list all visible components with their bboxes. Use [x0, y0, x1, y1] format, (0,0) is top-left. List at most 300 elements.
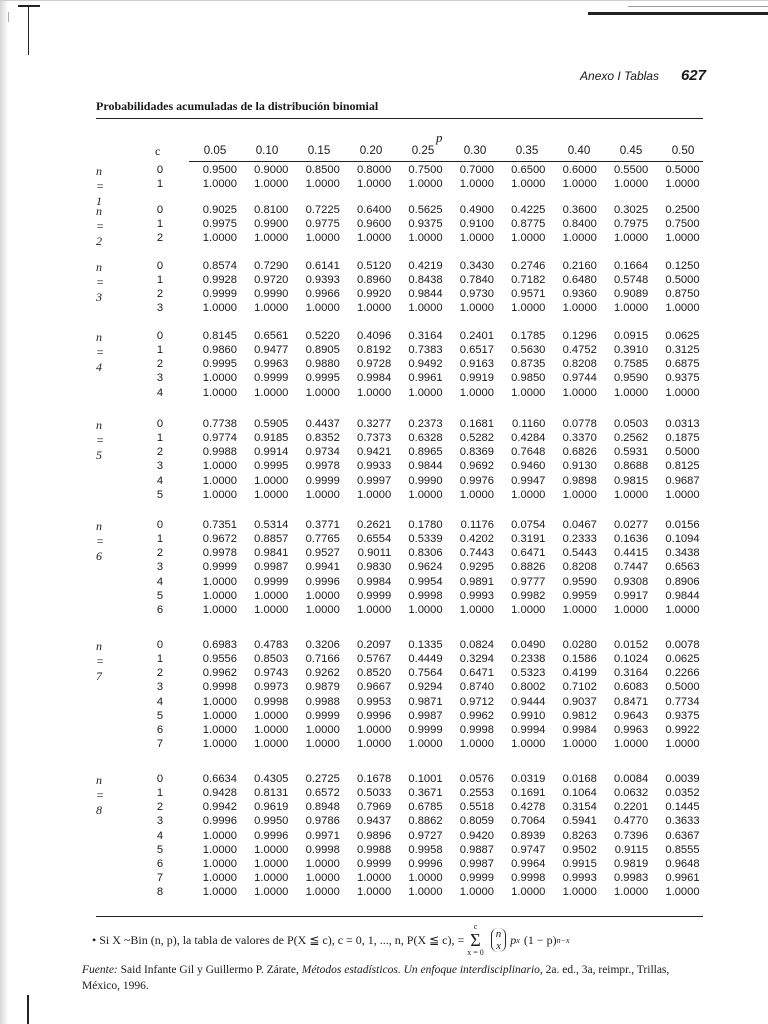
probability-cell: 1.0000 — [356, 178, 392, 191]
c-value: 4 — [156, 386, 164, 399]
probability-cell: 0.9130 — [562, 460, 597, 473]
probability-cell: 1.0000 — [511, 488, 546, 501]
probability-cell: 1.0000 — [665, 386, 700, 399]
binom-bottom: x — [496, 940, 501, 952]
probability-cell: 1.0000 — [562, 886, 597, 899]
probability-cell: 0.1691 — [511, 787, 546, 800]
probability-cell: 0.5339 — [408, 533, 443, 546]
probability-cell: 0.8192 — [356, 344, 392, 357]
probability-cell: 0.9917 — [613, 589, 649, 602]
probability-cell: 1.0000 — [459, 488, 494, 501]
corner-rule-thin — [628, 6, 768, 7]
probability-cell: 0.9687 — [665, 474, 700, 487]
probability-cell: 1.0000 — [202, 474, 237, 487]
c-value: 2 — [156, 446, 164, 459]
probability-cell: 1.0000 — [356, 723, 392, 736]
probability-cell: 0.9993 — [459, 589, 494, 602]
probability-cell: 1.0000 — [254, 589, 289, 602]
probability-cell: 0.9998 — [511, 872, 546, 885]
c-value: 3 — [156, 561, 164, 574]
probability-cell: 0.9987 — [254, 561, 289, 574]
c-value: 4 — [156, 829, 164, 842]
probability-cell: 0.9815 — [613, 474, 649, 487]
probability-cell: 0.9185 — [254, 432, 289, 445]
probability-cell: 0.8400 — [562, 218, 597, 231]
probability-cell: 1.0000 — [562, 488, 597, 501]
probability-cell: 1.0000 — [202, 386, 237, 399]
probability-cell: 0.9910 — [511, 709, 546, 722]
probability-cell: 0.1785 — [511, 330, 546, 342]
probability-cell: 0.9360 — [562, 288, 597, 301]
probability-cell: 1.0000 — [202, 738, 237, 751]
footnote-q: (1 − p) — [523, 932, 557, 947]
probability-cell: 1.0000 — [408, 178, 443, 191]
probability-cell: 0.9999 — [305, 709, 340, 722]
probability-cell: 1.0000 — [511, 886, 546, 899]
probability-cell: 0.1296 — [562, 330, 597, 342]
c-value: 4 — [156, 575, 164, 588]
c-value: 2 — [156, 288, 164, 301]
probability-cell: 1.0000 — [665, 178, 700, 191]
probability-cell: 1.0000 — [511, 386, 546, 399]
probability-cell: 1.0000 — [356, 603, 392, 616]
probability-cell: 0.9900 — [254, 218, 289, 231]
probability-cell: 0.5000 — [665, 446, 700, 459]
probability-cell: 0.8775 — [511, 218, 546, 231]
probability-cell: 0.9959 — [562, 589, 597, 602]
probability-cell: 0.8000 — [356, 164, 392, 176]
probability-cell: 0.0576 — [459, 773, 494, 785]
probability-cell: 0.0632 — [613, 787, 649, 800]
scan-edge — [0, 0, 8, 1024]
probability-cell: 1.0000 — [511, 232, 546, 245]
probability-cell: 0.4219 — [408, 260, 443, 272]
probability-cell: 0.9958 — [408, 843, 443, 856]
probability-cell: 0.9990 — [408, 474, 443, 487]
probability-cell: 0.9999 — [254, 372, 289, 385]
probability-cell: 0.9444 — [511, 695, 546, 708]
summation — [467, 923, 484, 957]
probability-cell: 1.0000 — [254, 302, 289, 315]
probability-cell: 0.0084 — [613, 773, 649, 785]
probability-cell: 1.0000 — [665, 302, 700, 315]
probability-cell: 0.6471 — [459, 667, 494, 680]
probability-cell: 1.0000 — [202, 488, 237, 501]
probability-cell: 0.9743 — [254, 667, 289, 680]
probability-cell: 1.0000 — [408, 302, 443, 315]
probability-cell: 0.0467 — [562, 519, 597, 531]
probability-cell: 0.3277 — [356, 418, 392, 430]
probability-cell: 1.0000 — [613, 178, 649, 191]
probability-cell: 0.9502 — [562, 843, 597, 856]
probability-cell: 0.1094 — [665, 533, 700, 546]
probability-cell: 1.0000 — [665, 603, 700, 616]
probability-cell: 1.0000 — [202, 603, 237, 616]
probability-cell: 0.6634 — [202, 773, 237, 785]
probability-cell: 0.7840 — [459, 274, 494, 287]
probability-cell: 0.1335 — [408, 639, 443, 651]
probability-cell: 0.5000 — [665, 681, 700, 694]
probability-cell: 0.9841 — [254, 547, 289, 560]
probability-cell: 0.8960 — [356, 274, 392, 287]
probability-cell: 0.2621 — [356, 519, 392, 531]
probability-cell: 0.9648 — [665, 857, 700, 870]
probability-cell: 0.0313 — [665, 418, 700, 430]
probability-cell: 0.9812 — [562, 709, 597, 722]
probability-cell: 1.0000 — [202, 829, 237, 842]
probability-cell: 1.0000 — [254, 603, 289, 616]
probability-cell: 1.0000 — [305, 738, 340, 751]
p-header-cell: 0.40 — [567, 144, 591, 157]
probability-cell: 0.3125 — [665, 344, 700, 357]
sum-upper-limit: c — [473, 922, 478, 931]
c-value: 0 — [156, 773, 164, 785]
title-rule — [96, 118, 703, 119]
probability-cell: 0.3633 — [665, 815, 700, 828]
probability-cell: 0.9744 — [562, 372, 597, 385]
probability-cell: 0.2338 — [511, 653, 546, 666]
probability-cell: 0.0503 — [613, 418, 649, 430]
probability-cell: 0.9933 — [356, 460, 392, 473]
probability-cell: 0.9720 — [254, 274, 289, 287]
probability-cell: 0.8263 — [562, 829, 597, 842]
probability-cell: 0.9999 — [305, 474, 340, 487]
probability-cell: 0.3438 — [665, 547, 700, 560]
probability-cell: 0.1664 — [613, 260, 649, 272]
probability-cell: 0.9996 — [305, 575, 340, 588]
probability-cell: 0.8369 — [459, 446, 494, 459]
probability-cell: 1.0000 — [613, 738, 649, 751]
probability-cell: 1.0000 — [202, 232, 237, 245]
probability-cell: 0.8208 — [562, 561, 597, 574]
probability-cell: 0.5000 — [665, 274, 700, 287]
probability-cell: 0.9962 — [459, 709, 494, 722]
c-value: 6 — [156, 857, 164, 870]
probability-cell: 0.9393 — [305, 274, 340, 287]
probability-cell: 0.1160 — [512, 418, 546, 430]
probability-cell: 0.9887 — [459, 843, 494, 856]
probability-cell: 1.0000 — [305, 302, 340, 315]
probability-cell: 0.7564 — [408, 667, 443, 680]
bottom-margin-mark — [27, 995, 29, 1024]
probability-cell: 0.7000 — [459, 164, 494, 176]
probability-cell: 0.3025 — [613, 204, 649, 216]
probability-cell: 0.9898 — [562, 474, 597, 487]
probability-cell: 0.7765 — [305, 533, 340, 546]
probability-cell: 0.9963 — [254, 358, 289, 371]
probability-cell: 1.0000 — [254, 474, 289, 487]
probability-cell: 0.9993 — [562, 872, 597, 885]
probability-cell: 0.9727 — [408, 829, 443, 842]
c-value: 0 — [156, 164, 164, 176]
probability-cell: 0.5748 — [613, 274, 649, 287]
probability-cell: 1.0000 — [305, 589, 340, 602]
probability-cell: 0.9928 — [202, 274, 237, 287]
probability-cell: 1.0000 — [459, 386, 494, 399]
probability-cell: 1.0000 — [202, 723, 237, 736]
probability-cell: 1.0000 — [254, 723, 289, 736]
probability-cell: 1.0000 — [305, 488, 340, 501]
probability-cell: 0.9976 — [459, 474, 494, 487]
probability-cell: 0.8555 — [665, 843, 700, 856]
probability-cell: 0.0280 — [562, 639, 597, 651]
c-value: 3 — [156, 815, 164, 828]
probability-cell: 0.9942 — [202, 801, 237, 814]
probability-cell: 0.6563 — [665, 561, 700, 574]
probability-cell: 0.9777 — [511, 575, 546, 588]
probability-cell: 0.9996 — [202, 815, 237, 828]
probability-cell: 0.5941 — [562, 815, 597, 828]
probability-cell: 0.0352 — [665, 787, 700, 800]
probability-cell: 0.9973 — [254, 681, 289, 694]
probability-cell: 0.6517 — [459, 344, 494, 357]
probability-cell: 0.5323 — [511, 667, 546, 680]
probability-cell: 0.9089 — [613, 288, 649, 301]
probability-cell: 0.9477 — [254, 344, 289, 357]
c-value: 4 — [156, 695, 164, 708]
probability-cell: 0.6367 — [665, 829, 700, 842]
probability-cell: 0.2562 — [613, 432, 649, 445]
p-header-cell: 0.50 — [671, 144, 695, 157]
probability-cell: 0.4752 — [562, 344, 597, 357]
probability-cell: 0.0490 — [511, 639, 546, 651]
page-number: 627 — [680, 67, 706, 84]
probability-cell: 0.8906 — [665, 575, 700, 588]
probability-cell: 0.8500 — [305, 164, 340, 176]
c-value: 1 — [156, 274, 164, 287]
probability-cell: 0.9896 — [356, 829, 392, 842]
probability-cell: 1.0000 — [202, 372, 237, 385]
c-value: 0 — [156, 639, 164, 651]
probability-cell: 0.8939 — [511, 829, 546, 842]
probability-cell: 0.3771 — [305, 519, 340, 531]
probability-cell: 0.3206 — [305, 639, 340, 651]
probability-cell: 0.2746 — [511, 260, 546, 272]
probability-cell: 1.0000 — [408, 488, 443, 501]
probability-cell: 1.0000 — [254, 232, 289, 245]
probability-cell: 0.9984 — [356, 575, 392, 588]
probability-cell: 0.6480 — [562, 274, 597, 287]
probability-cell: 0.8438 — [408, 274, 443, 287]
probability-cell: 0.9998 — [202, 681, 237, 694]
probability-cell: 0.8002 — [511, 681, 546, 694]
probability-cell: 0.7351 — [202, 519, 237, 531]
probability-cell: 0.2401 — [459, 330, 494, 342]
probability-cell: 0.8688 — [613, 460, 649, 473]
probability-cell: 0.6875 — [665, 358, 700, 371]
probability-cell: 0.0625 — [665, 330, 700, 342]
probability-cell: 1.0000 — [254, 488, 289, 501]
probability-cell: 0.9527 — [305, 547, 340, 560]
c-value: 0 — [156, 418, 164, 430]
probability-cell: 0.6826 — [562, 446, 597, 459]
probability-cell: 0.9891 — [459, 575, 494, 588]
probability-cell: 1.0000 — [356, 738, 392, 751]
footnote-p: p — [510, 932, 517, 947]
probability-cell: 0.7182 — [511, 274, 546, 287]
probability-cell: 0.9914 — [254, 446, 289, 459]
probability-cell: 0.9556 — [202, 653, 237, 666]
probability-cell: 0.7290 — [254, 260, 289, 272]
probability-cell: 0.8125 — [665, 460, 700, 473]
margin-mark-stem — [28, 5, 29, 55]
probability-cell: 0.7585 — [613, 358, 649, 371]
probability-cell: 0.0039 — [665, 773, 700, 785]
probability-cell: 0.8208 — [562, 358, 597, 371]
probability-cell: 1.0000 — [305, 857, 340, 870]
probability-cell: 0.9999 — [254, 575, 289, 588]
probability-cell: 0.1678 — [356, 773, 392, 785]
probability-cell: 1.0000 — [562, 386, 597, 399]
probability-cell: 0.9844 — [665, 589, 700, 602]
probability-cell: 0.9961 — [408, 372, 443, 385]
probability-cell: 1.0000 — [459, 886, 494, 899]
probability-cell: 0.3294 — [459, 653, 494, 666]
probability-cell: 0.9915 — [562, 857, 597, 870]
probability-cell: 0.4225 — [511, 204, 546, 216]
probability-cell: 0.9262 — [305, 667, 340, 680]
probability-cell: 0.5931 — [613, 446, 649, 459]
probability-cell: 1.0000 — [511, 178, 546, 191]
p-header-cell: 0.15 — [307, 144, 331, 157]
probability-cell: 0.9995 — [305, 372, 340, 385]
probability-cell: 0.0754 — [511, 519, 546, 531]
probability-cell: 0.9950 — [254, 815, 289, 828]
probability-cell: 1.0000 — [408, 603, 443, 616]
probability-cell: 1.0000 — [356, 488, 392, 501]
probability-cell: 0.6500 — [511, 164, 546, 176]
probability-cell: 0.9978 — [202, 547, 237, 560]
probability-cell: 1.0000 — [511, 302, 546, 315]
c-value: 0 — [156, 330, 164, 342]
probability-cell: 0.7383 — [408, 344, 443, 357]
probability-cell: 1.0000 — [202, 857, 237, 870]
probability-cell: 0.3154 — [562, 801, 597, 814]
probability-cell: 1.0000 — [511, 603, 546, 616]
binom-top: n — [495, 927, 502, 940]
probability-cell: 0.2553 — [459, 787, 494, 800]
probability-cell: 0.9998 — [305, 843, 340, 856]
probability-cell: 0.9947 — [511, 474, 546, 487]
probability-cell: 0.9999 — [356, 589, 392, 602]
probability-cell: 0.9571 — [511, 288, 546, 301]
probability-cell: 0.7969 — [356, 801, 392, 814]
probability-cell: 0.9999 — [202, 288, 237, 301]
probability-cell: 1.0000 — [459, 603, 494, 616]
probability-cell: 0.9115 — [614, 843, 649, 856]
probability-cell: 0.9730 — [459, 288, 494, 301]
probability-cell: 0.9998 — [254, 695, 289, 708]
probability-cell: 0.8574 — [202, 260, 237, 272]
probability-cell: 0.4202 — [459, 533, 494, 546]
probability-cell: 0.9953 — [356, 695, 392, 708]
c-value: 1 — [156, 344, 164, 357]
probability-cell: 1.0000 — [254, 386, 289, 399]
probability-cell: 0.4284 — [511, 432, 546, 445]
probability-cell: 0.9294 — [408, 681, 443, 694]
p-header-cell: 0.45 — [619, 144, 643, 157]
probability-cell: 0.9999 — [202, 561, 237, 574]
probability-cell: 1.0000 — [408, 886, 443, 899]
p-header-cell: 0.35 — [515, 144, 539, 157]
n-label: n = 8 — [96, 773, 105, 817]
probability-cell: 0.9590 — [613, 372, 649, 385]
probability-cell: 0.9624 — [408, 561, 443, 574]
probability-cell: 1.0000 — [408, 872, 443, 885]
probability-cell: 0.6000 — [562, 164, 597, 176]
probability-cell: 0.0319 — [511, 773, 546, 785]
probability-cell: 0.6554 — [356, 533, 392, 546]
probability-cell: 0.5500 — [613, 164, 649, 176]
c-value: 3 — [156, 302, 164, 315]
probability-cell: 0.1445 — [665, 801, 700, 814]
probability-cell: 0.4437 — [305, 418, 340, 430]
source-book: Métodos estadísticos. Un enfoque interdisciplinario, — [301, 964, 543, 976]
probability-cell: 0.9860 — [202, 344, 237, 357]
probability-cell: 1.0000 — [202, 575, 237, 588]
probability-cell: 0.7443 — [459, 547, 494, 560]
footnote-lead: • Si X ~Bin (n, p), la tabla de valores de P(X ≦ c), c = 0, 1, ..., n, P(X ≦ c), = — [92, 932, 465, 947]
probability-cell: 0.9962 — [202, 667, 237, 680]
probability-cell: 0.6572 — [305, 787, 340, 800]
probability-cell: 0.1176 — [460, 519, 494, 531]
probability-cell: 0.2160 — [562, 260, 597, 272]
probability-cell: 1.0000 — [562, 603, 597, 616]
probability-cell: 0.7396 — [613, 829, 649, 842]
probability-cell: 0.9995 — [254, 460, 289, 473]
top-rule — [0, 0, 768, 1]
corner-rule — [588, 12, 768, 15]
c-value: 6 — [156, 603, 164, 616]
probability-cell: 0.3164 — [408, 330, 443, 342]
probability-cell: 0.5282 — [459, 432, 494, 445]
probability-cell: 0.7064 — [511, 815, 546, 828]
p-header-cell: 0.25 — [411, 144, 435, 157]
probability-cell: 0.5443 — [562, 547, 597, 560]
p-header-cell: 0.20 — [359, 144, 383, 157]
probability-cell: 0.0915 — [613, 330, 649, 342]
probability-cell: 0.0778 — [562, 418, 597, 430]
probability-cell: 0.9437 — [356, 815, 392, 828]
margin-mark — [18, 5, 40, 7]
n-label: n = 2 — [96, 204, 105, 248]
probability-cell: 0.6083 — [613, 681, 649, 694]
p-column-label: p — [436, 130, 443, 145]
probability-cell: 1.0000 — [254, 857, 289, 870]
probability-cell: 0.9990 — [254, 288, 289, 301]
c-value: 1 — [156, 218, 164, 231]
n-label: n = 3 — [96, 260, 105, 304]
probability-cell: 0.6400 — [356, 204, 392, 216]
c-value: 3 — [156, 372, 164, 385]
probability-cell: 0.9600 — [356, 218, 392, 231]
probability-cell: 0.1636 — [613, 533, 649, 546]
c-value: 1 — [156, 787, 164, 800]
c-value: 5 — [156, 709, 164, 722]
probability-cell: 0.9963 — [613, 723, 649, 736]
probability-cell: 0.9984 — [562, 723, 597, 736]
probability-cell: 0.9879 — [305, 681, 340, 694]
probability-cell: 0.2266 — [665, 667, 700, 680]
c-value: 6 — [156, 723, 164, 736]
probability-cell: 0.0152 — [613, 639, 649, 651]
probability-cell: 0.9988 — [305, 695, 340, 708]
probability-cell: 0.0078 — [665, 639, 700, 651]
probability-cell: 1.0000 — [356, 872, 392, 885]
probability-cell: 0.5518 — [459, 801, 494, 814]
probability-cell: 0.4199 — [562, 667, 597, 680]
probability-cell: 1.0000 — [408, 738, 443, 751]
